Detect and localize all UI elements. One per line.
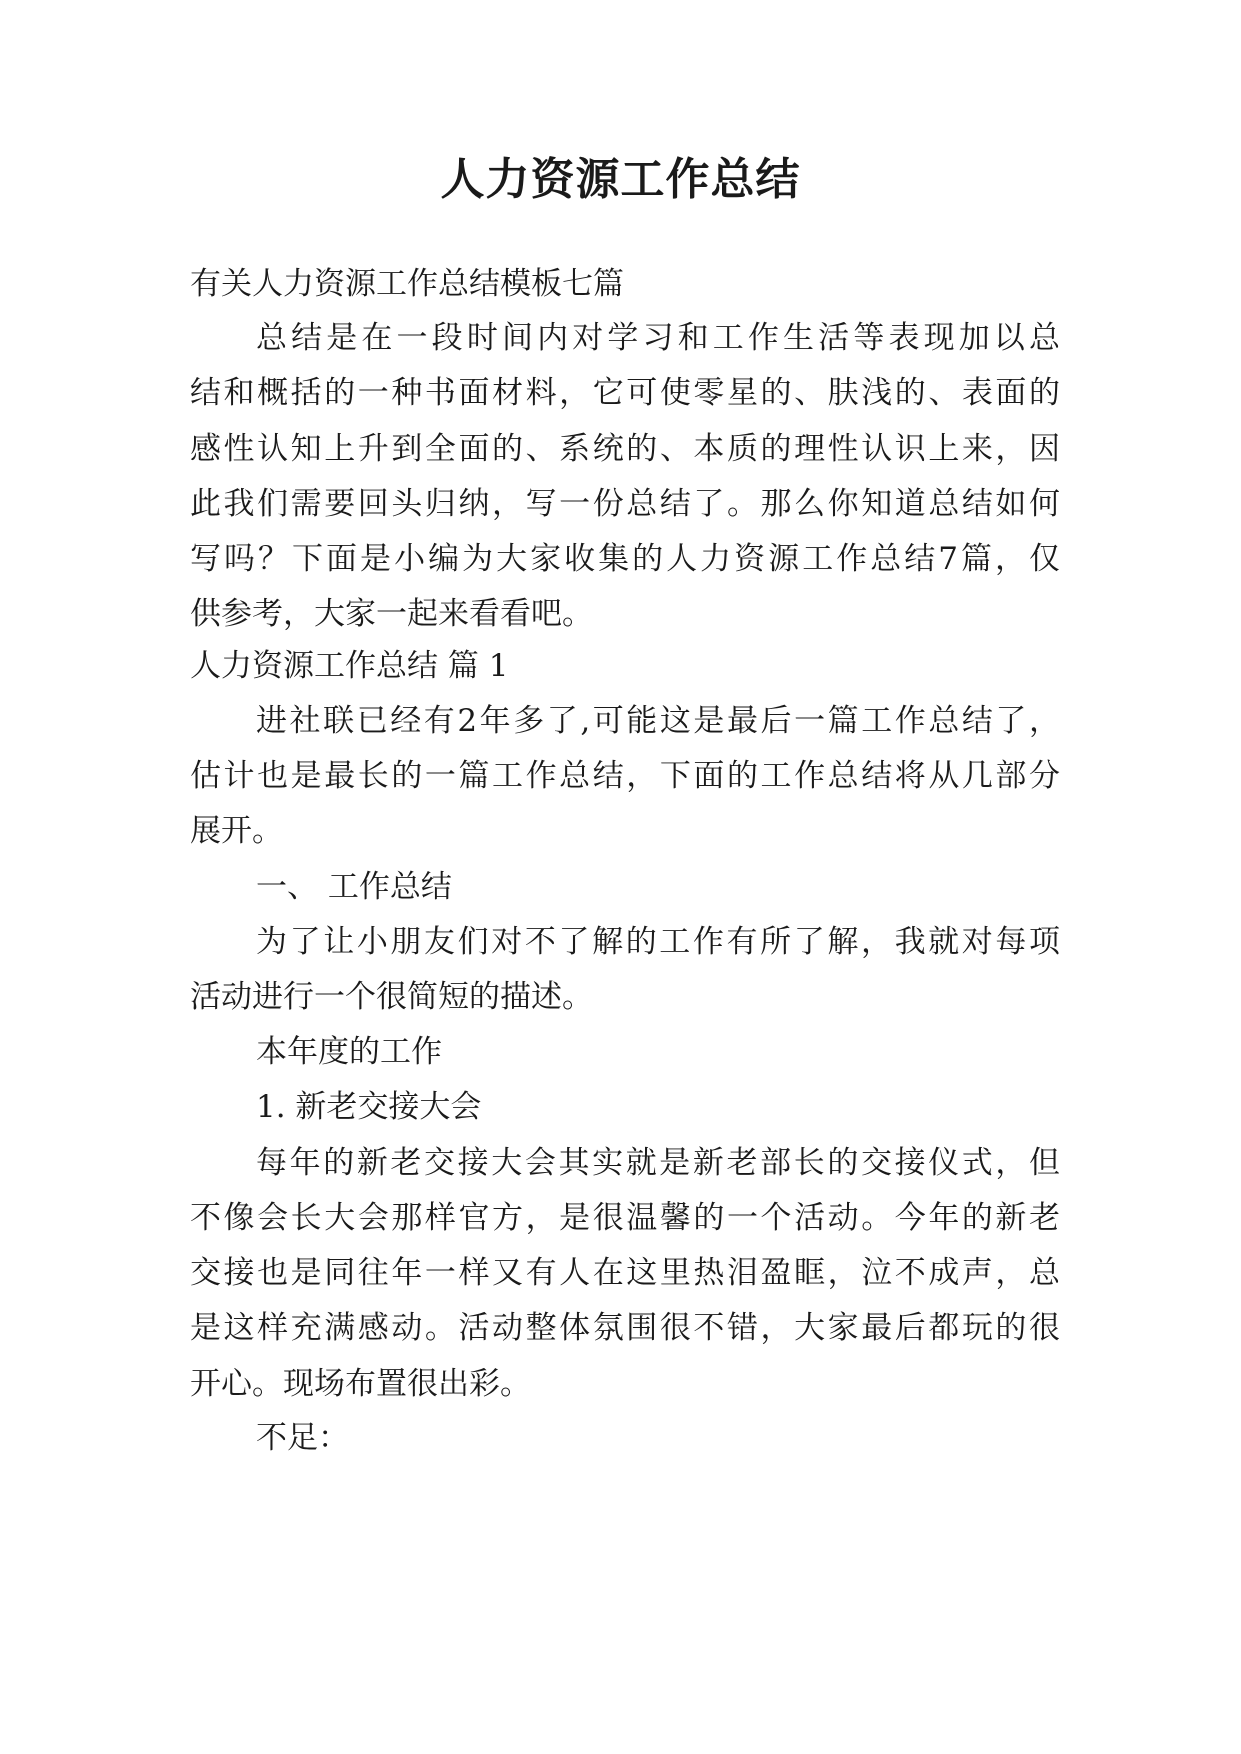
section-heading: 人力资源工作总结 篇 1: [190, 648, 509, 684]
paragraph-line: 展开。: [190, 813, 283, 849]
paragraph-line: 活动进行一个很简短的描述。: [190, 979, 593, 1015]
paragraph-line: 为了让小朋友们对不了解的工作有所了解，我就对每项: [256, 924, 1060, 960]
paragraph-line: 是这样充满感动。活动整体氛围很不错，大家最后都玩的很: [190, 1310, 1060, 1346]
intro-line: 感性认知上升到全面的、系统的、本质的理性认识上来，因: [190, 431, 1060, 467]
intro-line: 结和概括的一种书面材料，它可使零星的、肤浅的、表面的: [190, 375, 1060, 411]
intro-line: 供参考，大家一起来看看吧。: [190, 596, 593, 632]
paragraph-line: 交接也是同往年一样又有人在这里热泪盈眶，泣不成声，总: [190, 1255, 1060, 1291]
paragraph-line: 不像会长大会那样官方，是很温馨的一个活动。今年的新老: [190, 1200, 1060, 1236]
intro-line: 此我们需要回头归纳，写一份总结了。那么你知道总结如何: [190, 486, 1060, 522]
paragraph-line: 开心。现场布置很出彩。: [190, 1366, 531, 1402]
paragraph-line: 进社联已经有2年多了,可能这是最后一篇工作总结了，: [256, 703, 1060, 739]
document-title: 人力资源工作总结: [440, 154, 801, 205]
intro-line: 写吗？下面是小编为大家收集的人力资源工作总结7篇，仅: [190, 541, 1060, 577]
paragraph-line: 每年的新老交接大会其实就是新老部长的交接仪式，但: [256, 1145, 1060, 1181]
item-heading: 1. 新老交接大会: [256, 1089, 482, 1125]
intro-line: 总结是在一段时间内对学习和工作生活等表现加以总: [256, 320, 1060, 356]
year-work-heading: 本年度的工作: [256, 1034, 442, 1070]
part-heading: 一、 工作总结: [256, 869, 452, 905]
shortcoming-heading: 不足：: [256, 1420, 349, 1456]
paragraph-line: 估计也是最长的一篇工作总结，下面的工作总结将从几部分: [190, 758, 1060, 794]
document-subtitle: 有关人力资源工作总结模板七篇: [190, 266, 624, 302]
